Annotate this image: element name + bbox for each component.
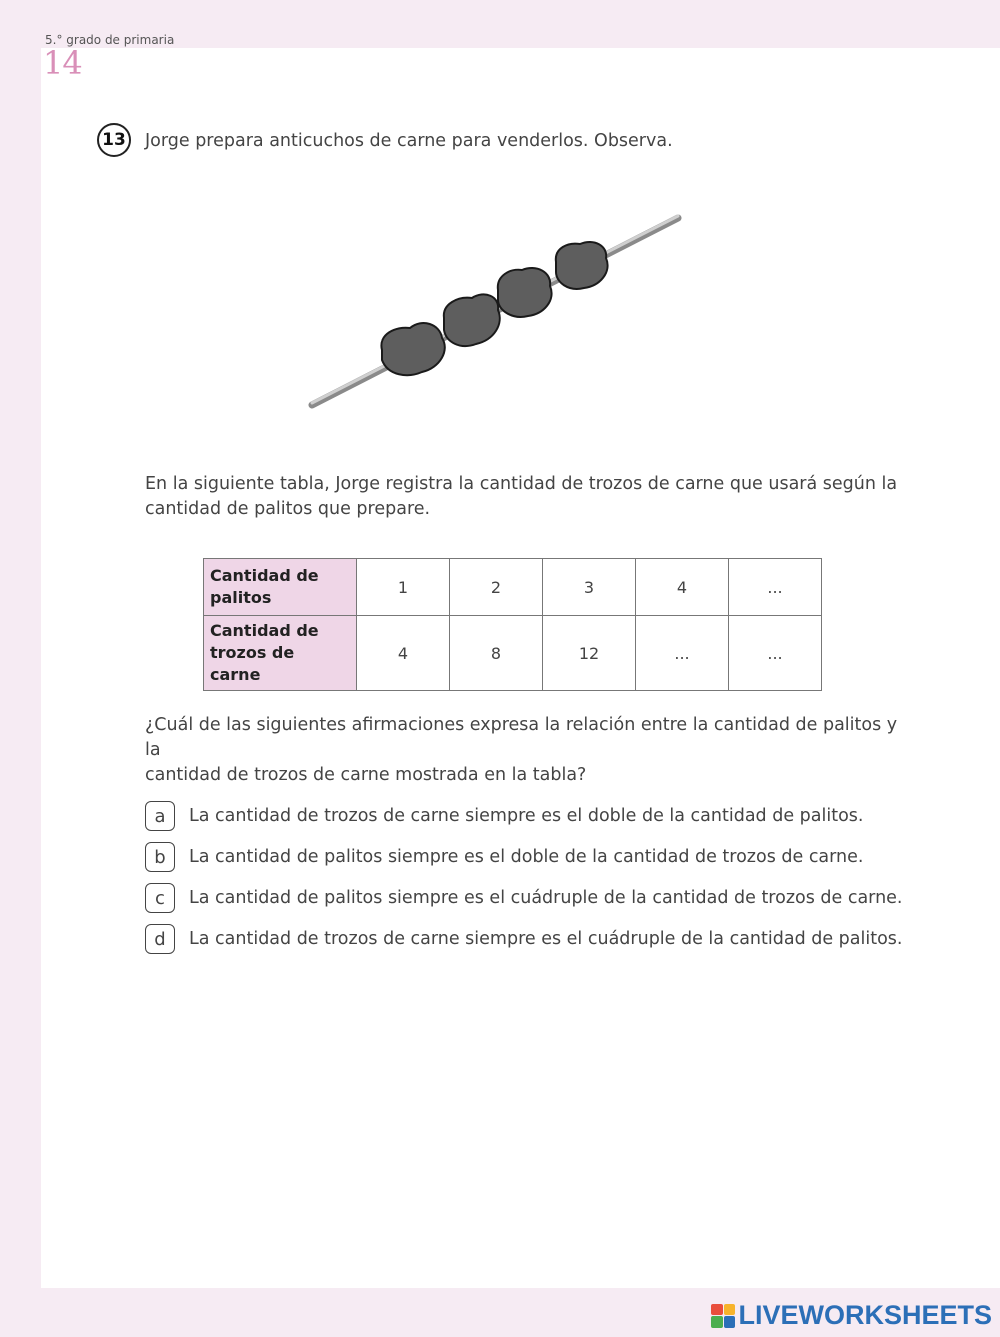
question-line-1: ¿Cuál de las siguientes afirmaciones expresa la relación entre la cantidad de palitos y la	[145, 715, 898, 760]
option-d-text: La cantidad de trozos de carne siempre es el cuádruple de la cantidad de palitos.	[189, 929, 903, 949]
meat-piece-3	[498, 268, 552, 317]
row-header-line: trozos de carne	[210, 643, 295, 684]
row-header-line: Cantidad de	[210, 621, 319, 640]
table-cell: 1	[357, 559, 450, 616]
table-cell: 4	[636, 559, 729, 616]
page-number: 14	[43, 44, 82, 82]
table-cell: 8	[450, 616, 543, 691]
question-text: Jorge prepara anticuchos de carne para venderlos. Observa.	[145, 131, 673, 151]
meat-piece-1	[381, 323, 444, 375]
data-table	[203, 558, 822, 691]
grade-label: 5.° grado de primaria	[45, 33, 175, 47]
intro-line-2: cantidad de palitos que prepare.	[145, 499, 431, 519]
brand-name: LIVEWORKSHEETS	[738, 1300, 992, 1330]
table-cell: 12	[543, 616, 636, 691]
option-d[interactable]	[145, 924, 902, 954]
table-cell: ...	[729, 559, 822, 616]
table-cell: 4	[357, 616, 450, 691]
row-header-line: palitos	[210, 588, 272, 607]
table-row-palitos	[204, 559, 822, 616]
row-header-line: Cantidad de	[210, 566, 319, 585]
table-row-trozos	[204, 616, 822, 691]
liveworksheets-logo	[711, 1300, 992, 1331]
option-d-checkbox[interactable]: d	[145, 924, 175, 954]
option-b-text: La cantidad de palitos siempre es el doble de la cantidad de trozos de carne.	[189, 847, 864, 867]
intro-paragraph	[145, 472, 905, 522]
table-cell: ...	[729, 616, 822, 691]
question-number-badge: 13	[97, 123, 131, 157]
intro-line-1: En la siguiente tabla, Jorge registra la cantidad de trozos de carne que usará según la	[145, 474, 898, 494]
question-line-2: cantidad de trozos de carne mostrada en la tabla?	[145, 765, 587, 785]
anticucho-skewer-image	[300, 210, 690, 415]
option-a[interactable]	[145, 801, 863, 831]
row-header-trozos	[204, 616, 357, 691]
option-c-checkbox[interactable]: c	[145, 883, 175, 913]
option-c[interactable]	[145, 883, 902, 913]
option-a-text: La cantidad de trozos de carne siempre es el doble de la cantidad de palitos.	[189, 806, 864, 826]
option-a-checkbox[interactable]: a	[145, 801, 175, 831]
table-cell: 2	[450, 559, 543, 616]
row-header-palitos	[204, 559, 357, 616]
meat-piece-4	[556, 242, 608, 289]
option-b[interactable]	[145, 842, 863, 872]
question-paragraph	[145, 713, 905, 788]
option-b-checkbox[interactable]: b	[145, 842, 175, 872]
table-cell: ...	[636, 616, 729, 691]
meat-piece-2	[444, 294, 500, 346]
liveworksheets-logo-icon	[711, 1304, 735, 1328]
table-cell: 3	[543, 559, 636, 616]
option-c-text: La cantidad de palitos siempre es el cuádruple de la cantidad de trozos de carne.	[189, 888, 903, 908]
